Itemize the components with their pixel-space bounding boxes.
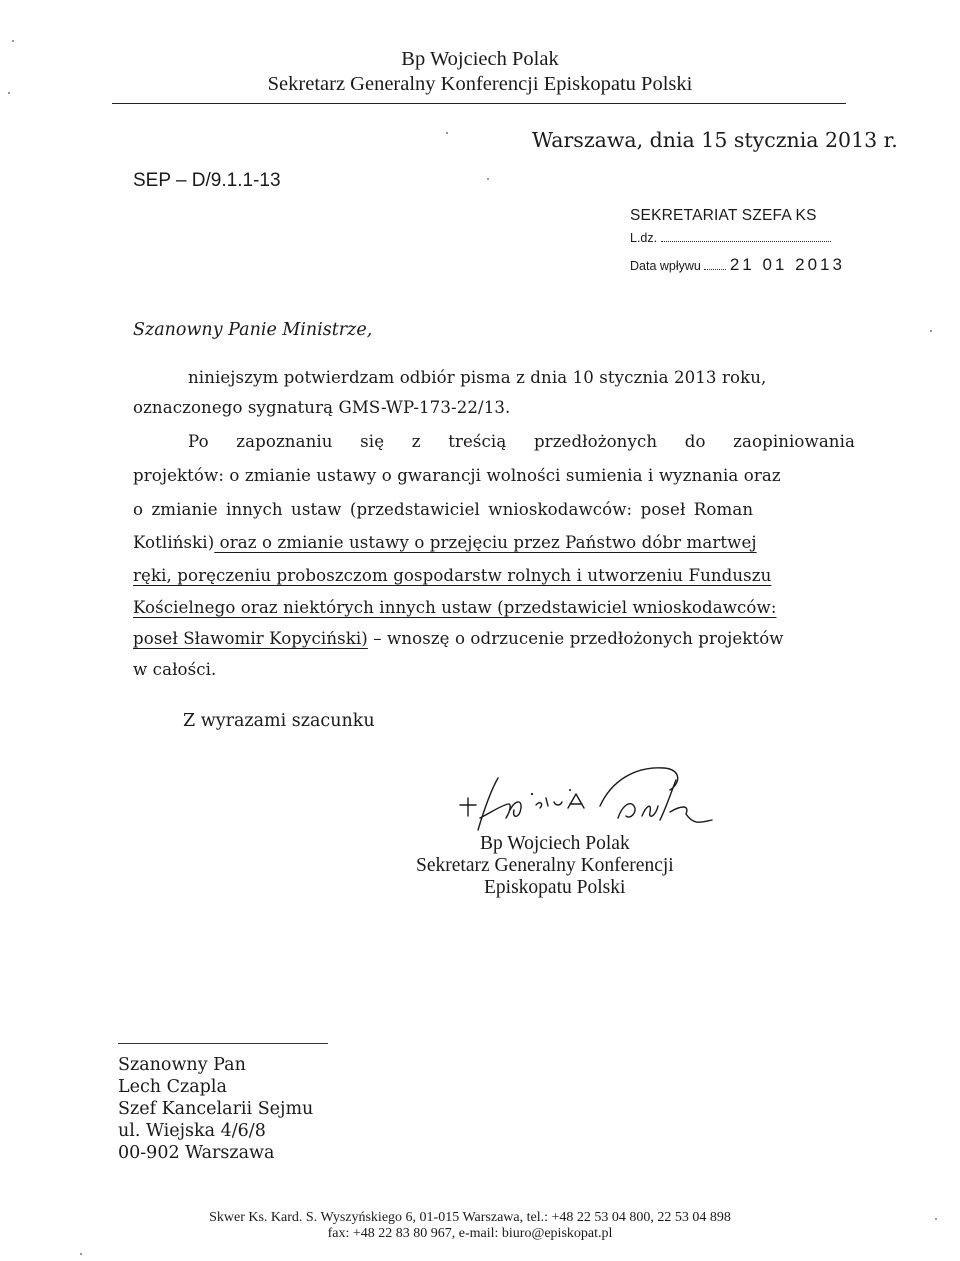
body-line-3-word: Po (188, 432, 209, 451)
signatory-title-line-1: Sekretarz Generalny Konferencji (416, 855, 674, 876)
body-line-3-word: z (411, 432, 421, 451)
stamp-date-row (630, 255, 845, 275)
date-line: Warszawa, dnia 15 stycznia 2013 r. (532, 128, 898, 152)
scan-speck (8, 92, 10, 94)
body-line-6-underlined: oraz o zmianie ustawy o przejęciu przez Państwo dóbr martwej (214, 533, 757, 552)
scan-speck (487, 178, 489, 180)
letterhead-name: Bp Wojciech Polak (401, 48, 559, 70)
address-divider (118, 1043, 328, 1044)
letterhead-title: Sekretarz Generalny Konferencji Episkopatu Polski (267, 73, 693, 95)
scan-speck (935, 1218, 937, 1220)
recipient-line-1: Szanowny Pan (118, 1055, 246, 1075)
body-line-3-word: zaopiniowania (733, 432, 855, 451)
scan-speck (80, 1253, 82, 1255)
stamp-date-label: Data wpływu (630, 259, 701, 273)
recipient-line-4: ul. Wiejska 4/6/8 (118, 1121, 266, 1141)
body-line-9-underlined: poseł Sławomir Kopyciński) (133, 629, 368, 648)
body-line-6-start: Kotliński) (133, 533, 215, 552)
letterhead-divider (112, 103, 846, 104)
reference-number: SEP – D/9.1.1-13 (133, 170, 281, 191)
body-line-3-word: przedłożonych (533, 432, 658, 451)
body-line-3 (188, 432, 855, 451)
body-line-3-word: zapoznaniu (236, 432, 333, 451)
body-line-9-end: – wnoszę o odrzucenie przedłożonych projektów (367, 629, 784, 648)
footer-contact: fax: +48 22 83 80 967, e-mail: biuro@episkopat.pl (327, 1226, 613, 1241)
body-line-8: Kościelnego oraz niektórych innych ustaw (przedstawiciel wnioskodawców: (133, 598, 777, 617)
recipient-line-2: Lech Czapla (118, 1077, 227, 1097)
signatory-title-line-2: Episkopatu Polski (484, 877, 626, 898)
body-line-6 (133, 533, 757, 552)
signatory-name: Bp Wojciech Polak (480, 833, 630, 854)
salutation: Szanowny Panie Ministrze, (133, 320, 373, 340)
stamp-date-dotted-line (704, 267, 726, 270)
body-line-7: ręki, poręczeniu proboszczom gospodarstw rolnych i utworzeniu Funduszu (133, 566, 772, 585)
scan-speck (446, 132, 448, 134)
scan-speck (930, 330, 932, 332)
stamp-title: SEKRETARIAT SZEFA KS (630, 207, 817, 224)
stamp-ldz-dotted-line (661, 239, 831, 242)
body-line-3-word: do (684, 432, 706, 451)
recipient-line-3: Szef Kancelarii Sejmu (118, 1099, 314, 1119)
body-line-3-word: się (360, 432, 385, 451)
body-line-2: oznaczonego sygnaturą GMS-WP-173-22/13. (133, 398, 511, 417)
body-line-9 (133, 629, 784, 648)
stamp-ldz-row (630, 231, 831, 245)
recipient-line-5: 00-902 Warszawa (118, 1143, 275, 1163)
body-line-4: projektów: o zmianie ustawy o gwarancji wolności sumienia i wyznania oraz (133, 466, 781, 485)
footer-address: Skwer Ks. Kard. S. Wyszyńskiego 6, 01-015 Warszawa, tel.: +48 22 53 04 800, 22 53 04 898 (209, 1210, 731, 1225)
stamp-ldz-label: L.dz. (630, 231, 658, 245)
body-line-5: o zmianie innych ustaw (przedstawiciel wnioskodawców: poseł Roman (133, 500, 754, 519)
closing-phrase: Z wyrazami szacunku (183, 711, 375, 731)
stamp-date-value: 21 01 2013 (729, 255, 845, 274)
scan-speck (12, 40, 14, 42)
body-line-10: w całości. (133, 660, 217, 679)
body-line-3-word: treścią (448, 432, 507, 451)
body-line-1: niniejszym potwierdzam odbiór pisma z dnia 10 stycznia 2013 roku, (188, 368, 767, 387)
